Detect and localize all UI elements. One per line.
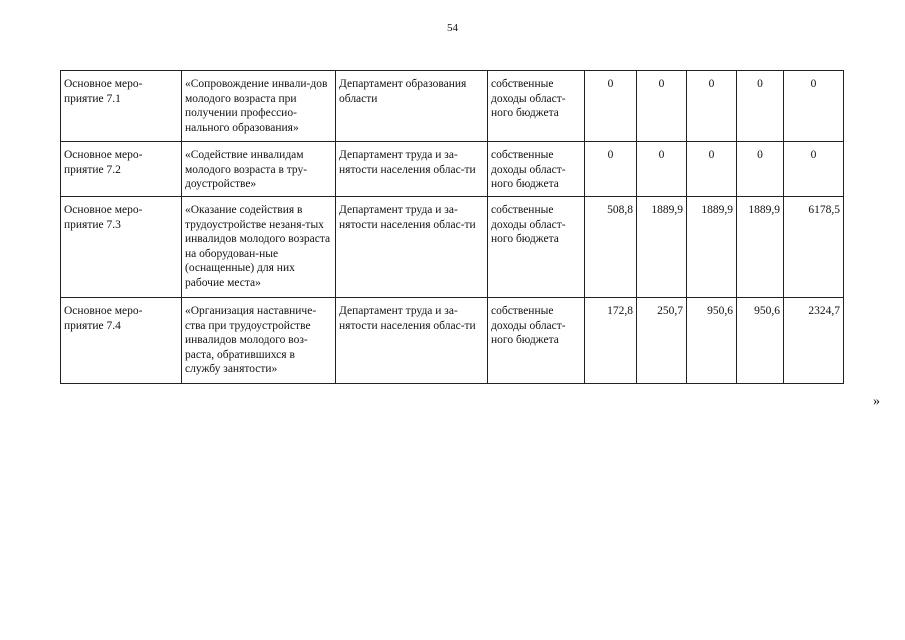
value-cell: 1889,9 xyxy=(737,197,784,298)
measure-cell: Основное меро-приятие 7.1 xyxy=(61,71,182,142)
executor-cell: Департамент труда и за-нятости населения облас-ти xyxy=(336,142,488,197)
total-cell: 2324,7 xyxy=(784,298,844,384)
value-cell: 1889,9 xyxy=(687,197,737,298)
funding-source-cell: собственные доходы област-ного бюджета xyxy=(488,71,585,142)
executor-cell: Департамент труда и за-нятости населения облас-ти xyxy=(336,197,488,298)
measures-table xyxy=(60,70,844,384)
page-number: 54 xyxy=(447,22,458,34)
measure-cell: Основное меро-приятие 7.4 xyxy=(61,298,182,384)
table-row xyxy=(61,298,844,384)
value-cell: 0 xyxy=(637,71,687,142)
value-cell: 0 xyxy=(737,142,784,197)
value-cell: 0 xyxy=(585,142,637,197)
value-cell: 250,7 xyxy=(637,298,687,384)
value-cell: 0 xyxy=(687,71,737,142)
measure-name-cell: «Сопровождение инвали-дов молодого возраста при получении профессио-нального образования» xyxy=(182,71,336,142)
table-row xyxy=(61,71,844,142)
closing-quote: » xyxy=(873,394,880,409)
executor-cell: Департамент труда и за-нятости населения облас-ти xyxy=(336,298,488,384)
value-cell: 0 xyxy=(637,142,687,197)
value-cell: 0 xyxy=(687,142,737,197)
total-cell: 0 xyxy=(784,71,844,142)
total-cell: 6178,5 xyxy=(784,197,844,298)
value-cell: 0 xyxy=(585,71,637,142)
executor-cell: Департамент образования области xyxy=(336,71,488,142)
value-cell: 0 xyxy=(737,71,784,142)
measure-name-cell: «Организация наставниче-ства при трудоустройстве инвалидов молодого воз-раста, обратившихся в службу занятости» xyxy=(182,298,336,384)
value-cell: 950,6 xyxy=(687,298,737,384)
funding-source-cell: собственные доходы област-ного бюджета xyxy=(488,197,585,298)
total-cell: 0 xyxy=(784,142,844,197)
table-row xyxy=(61,197,844,298)
measure-cell: Основное меро-приятие 7.3 xyxy=(61,197,182,298)
value-cell: 1889,9 xyxy=(637,197,687,298)
value-cell: 950,6 xyxy=(737,298,784,384)
table-row xyxy=(61,142,844,197)
measure-name-cell: «Содействие инвалидам молодого возраста в тру-доустройстве» xyxy=(182,142,336,197)
value-cell: 508,8 xyxy=(585,197,637,298)
measure-name-cell: «Оказание содействия в трудоустройстве незаня-тых инвалидов молодого возраста на оборудован-ные (оснащенные) для них рабочие места» xyxy=(182,197,336,298)
funding-source-cell: собственные доходы област-ного бюджета xyxy=(488,298,585,384)
measure-cell: Основное меро-приятие 7.2 xyxy=(61,142,182,197)
value-cell: 172,8 xyxy=(585,298,637,384)
funding-source-cell: собственные доходы област-ного бюджета xyxy=(488,142,585,197)
